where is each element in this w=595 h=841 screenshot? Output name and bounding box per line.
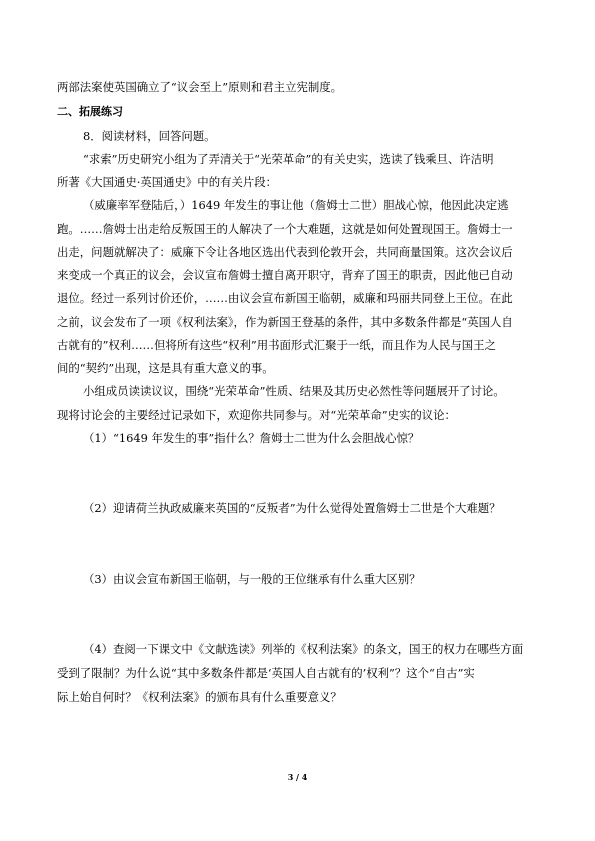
passage-line: 退位。经过一系列讨价还价，……由议会宣布新国王临朝，威廉和玛丽共同登上王位。在此 [57, 291, 513, 305]
question-intro: 8．阅读材料，回答问题。 [83, 129, 216, 143]
question-4-continued: 受到了限制？为什么说“其中多数条件都是‘英国人自古就有的’权利”？这个“自古”实 [57, 666, 475, 680]
question-3: （3）由议会宣布新国王临朝，与一般的王位继承有什么重大区别？ [83, 572, 421, 586]
question-4: （4）查阅一下课文中《文献选读》列举的《权利法案》的条文，国王的权力在哪些方面 [83, 642, 524, 656]
page-number: 3 / 4 [287, 772, 308, 782]
passage-line: 古就有的”权利……但将所有这些“权利”用书面形式汇聚于一纸，而且作为人民与国王之 [57, 338, 496, 352]
passage-line: “求索”历史研究小组为了弄清关于“光荣革命”的有关史实，选读了钱乘旦、许洁明 [83, 152, 494, 166]
question-4-continued: 际上始自何时？《权利法案》的颁布具有什么重要意义？ [57, 690, 342, 704]
passage-line: 跑。……詹姆士出走给反叛国王的人解决了一个大难题，这就是如何处置现国王。詹姆士一 [57, 222, 513, 236]
question-2: （2）迎请荷兰执政威廉来英国的“反叛者”为什么觉得处置詹姆士二世是个大难题？ [83, 501, 501, 515]
passage-line: 之前，议会发布了一项《权利法案》，作为新国王登基的条件，其中多数条件都是“英国人自 [57, 315, 513, 329]
section-heading: 二、拓展练习 [57, 105, 123, 118]
passage-line: 来变成一个真正的议会，会议宣布詹姆士擅自离开职守，背弃了国王的职责，因此他已自动 [57, 268, 513, 282]
passage-line: （威廉率军登陆后，）1649 年发生的事让他（詹姆士二世）胆战心惊，他因此决定逃 [83, 198, 509, 212]
passage-line: 出走，问题就解决了：威廉下令让各地区选出代表到伦敦开会，共同商量国策。这次会议后 [57, 245, 513, 259]
passage-line: 小组成员读读议议，围绕“光荣革命”性质、结果及其历史必然性等问题展开了讨论。 [83, 384, 505, 398]
passage-line: 现将讨论会的主要经过记录如下，欢迎你共同参与。对“光荣革命”史实的议论： [57, 408, 456, 422]
passage-line: 所著《大国通史·英国通史》中的有关片段： [57, 175, 278, 189]
passage-line: 间的“契约”出现，这是具有重大意义的事。 [57, 361, 274, 375]
question-1: （1）“1649 年发生的事”指什么？詹姆士二世为什么会胆战心惊？ [83, 431, 420, 445]
intro-line: 两部法案使英国确立了“议会至上”原则和君主立宪制度。 [57, 80, 343, 94]
